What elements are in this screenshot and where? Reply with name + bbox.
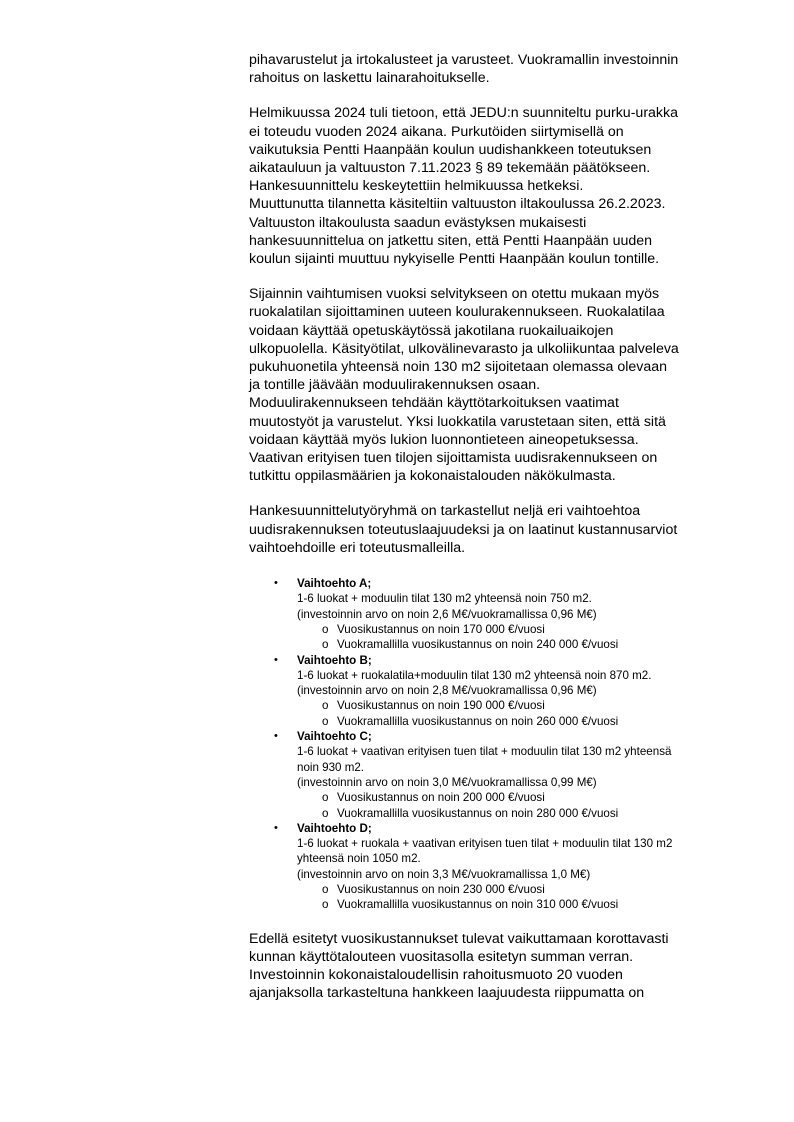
bullet-icon: • [274,821,278,834]
sub-item-text: Vuokramallilla vuosikustannus on noin 240 000 €/vuosi [337,638,619,652]
paragraph-location [249,285,749,485]
sub-item [297,714,749,729]
circle-bullet-icon: o [322,791,329,805]
paragraph-workgroup [249,502,749,557]
option-sublist [297,698,749,729]
option-line: (investoinnin arvo on noin 3,0 M€/vuokramallissa 0,99 M€) [297,775,597,789]
option-title: Vaihtoehto D; [297,821,372,835]
bullet-icon: • [274,653,278,666]
option-line: yhteensä noin 1050 m2. [297,852,421,866]
sub-item [297,897,749,912]
circle-bullet-icon: o [322,714,329,728]
text-line: hankesuunnittelua on jatkettu siten, että Pentti Haanpään uuden [249,232,653,249]
text-line: Hankesuunnittelutyöryhmä on tarkastellut neljä eri vaihtoehtoa [249,503,641,520]
bullet-icon: • [274,730,278,743]
text-line: vaihtoehdoille eri toteutusmalleilla. [249,539,466,556]
sub-item-text: Vuosikustannus on noin 190 000 €/vuosi [337,699,545,713]
document-page [249,51,749,1002]
text-line: Sijainnin vaihtumisen vuoksi selvitykseen on otettu mukaan myös [249,286,660,303]
circle-bullet-icon: o [322,638,329,652]
option-line: noin 930 m2. [297,760,365,774]
paragraph-intro [249,51,749,87]
option-d [249,821,749,913]
option-b [249,653,749,729]
text-line: aikatauluun ja valtuuston 7.11.2023 § 89 tekemään päätökseen. [249,160,651,177]
text-line: muutostyöt ja varustelut. Yksi luokkatila varustetaan siten, että sitä [249,413,666,430]
option-sublist [297,790,749,821]
text-line: ruokalatilan sijoittaminen uuteen koulurakennukseen. Ruokalatilaa [249,304,665,321]
option-sublist [297,622,749,653]
text-line: pukuhuonetila yhteensä noin 130 m2 sijoitetaan olemassa olevaan [249,359,668,376]
text-line: voidaan käyttää opetuskäytössä jakotilana ruokailuaikojen [249,322,614,339]
option-line: 1-6 luokat + vaativan erityisen tuen tilat + moduulin tilat 130 m2 yhteensä [297,745,672,759]
option-title: Vaihtoehto B; [297,653,372,667]
sub-item-text: Vuokramallilla vuosikustannus on noin 260 000 €/vuosi [337,714,619,728]
sub-item-text: Vuosikustannus on noin 200 000 €/vuosi [337,791,545,805]
text-line: tutkittu oppilasmäärien ja kokonaistalouden näkökulmasta. [249,468,616,485]
text-line: rahoitus on laskettu lainarahoitukselle. [249,70,490,87]
text-line: koulun sijainti muuttuu nykyiselle Pentti Haanpään koulun tontille. [249,251,660,268]
text-line: Investoinnin kokonaistaloudellisin rahoitusmuoto 20 vuoden [249,967,623,984]
text-line: vaikutuksia Pentti Haanpään koulun uudishankkeen toteutuksen [249,141,652,158]
option-title: Vaihtoehto A; [297,577,372,591]
text-line: ulkopuolella. Käsityötilat, ulkovälinevarasto ja ulkoliikuntaa palveleva [249,340,679,357]
sub-item [297,698,749,713]
option-line: (investoinnin arvo on noin 2,8 M€/vuokramallissa 0,96 M€) [297,684,597,698]
text-line: Hankesuunnittelu keskeytettiin helmikuussa hetkeksi. [249,178,584,195]
circle-bullet-icon: o [322,622,329,636]
sub-item [297,622,749,637]
bullet-icon: • [274,577,278,590]
sub-item [297,790,749,805]
text-line: ei toteudu vuoden 2024 aikana. Purkutöiden siirtymisellä on [249,123,624,140]
text-line: ajanjaksolla tarkasteltuna hankkeen laajuudesta riippumatta on [249,985,645,1002]
text-line: ja tontille jäävään moduulirakennuksen osaan. [249,377,541,394]
sub-item-text: Vuosikustannus on noin 230 000 €/vuosi [337,883,545,897]
option-c [249,729,749,821]
circle-bullet-icon: o [322,806,329,820]
text-line: Edellä esitetyt vuosikustannukset tulevat vaikuttamaan korottavasti [249,930,669,947]
sub-item [297,806,749,821]
sub-item-text: Vuokramallilla vuosikustannus on noin 310 000 €/vuosi [337,898,619,912]
option-line: 1-6 luokat + moduulin tilat 130 m2 yhteensä noin 750 m2. [297,592,592,606]
option-sublist [297,882,749,913]
text-line: Moduulirakennukseen tehdään käyttötarkoituksen vaatimat [249,395,619,412]
text-line: kunnan käyttötalouteen vuositasolla esitetyn summan verran. [249,948,634,965]
option-line: 1-6 luokat + ruokalatila+moduulin tilat 130 m2 yhteensä noin 870 m2. [297,668,652,682]
text-line: Helmikuussa 2024 tuli tietoon, että JEDU:n suunniteltu purku-urakka [249,105,679,122]
option-title: Vaihtoehto C; [297,730,372,744]
option-a [249,576,749,652]
text-line: Muuttunutta tilannetta käsiteltiin valtuuston iltakoulussa 26.2.2023. [249,196,666,213]
option-line: (investoinnin arvo on noin 3,3 M€/vuokramallissa 1,0 M€) [297,867,591,881]
text-line: pihavarustelut ja irtokalusteet ja varusteet. Vuokramallin investoinnin [249,52,679,68]
text-line: Valtuuston iltakoulusta saadun evästyksen mukaisesti [249,214,587,231]
text-line: Vaativan erityisen tuen tilojen sijoittamista uudisrakennukseen on [249,450,658,467]
paragraph-closing [249,930,749,1003]
sub-item-text: Vuokramallilla vuosikustannus on noin 280 000 €/vuosi [337,806,619,820]
option-line: (investoinnin arvo on noin 2,6 M€/vuokramallissa 0,96 M€) [297,607,597,621]
sub-item [297,637,749,652]
text-line: voidaan käyttää myös lukion luonnontieteen aineopetuksessa. [249,431,639,448]
circle-bullet-icon: o [322,883,329,897]
text-line: uudisrakennuksen toteutuslaajuudeksi ja on laatinut kustannusarviot [249,521,678,538]
sub-item [297,882,749,897]
sub-item-text: Vuosikustannus on noin 170 000 €/vuosi [337,622,545,636]
circle-bullet-icon: o [322,699,329,713]
options-list [249,576,749,913]
paragraph-schedule [249,104,749,268]
circle-bullet-icon: o [322,898,329,912]
option-line: 1-6 luokat + ruokala + vaativan erityisen tuen tilat + moduulin tilat 130 m2 [297,837,673,851]
